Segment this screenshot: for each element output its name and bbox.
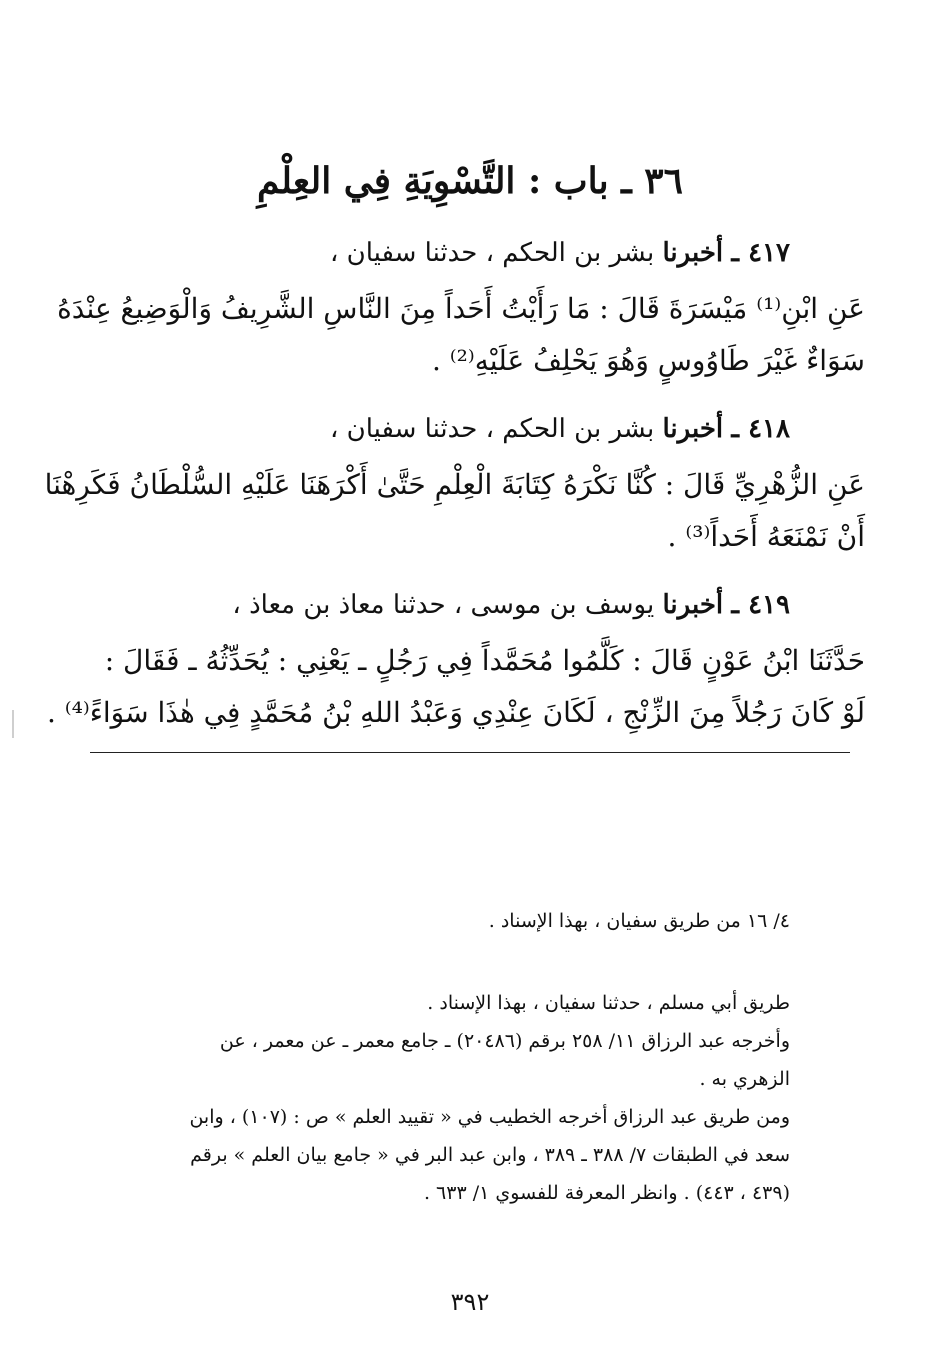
hadith-418-text-line-1: عَنِ الزُّهْرِيِّ قَالَ : كُنَّا نَكْرَهُ كِتَابَةَ الْعِلْمِ حَتَّىٰ أَكْرَهَنَا عَلَيْهِ السُّلْطَانُ فَكَرِهْنَا <box>44 468 865 501</box>
hadith-number: ٤١٧ ـ <box>731 238 790 268</box>
hadith-number: ٤١٩ ـ <box>731 590 790 620</box>
footnote-3-line-7: (٤٣٩ ، ٤٤٣) . وانظر المعرفة للفسوي ١/ ٦٣٣ . <box>423 1182 790 1204</box>
hadith-lead-word: أخبرنا <box>662 238 724 268</box>
hadith-418-heading <box>75 414 790 444</box>
footnote-3-line-3: وأخرجه عبد الرزاق ١١/ ٢٥٨ برقم (٢٠٤٨٦) ـ جامع معمر ـ عن معمر ، عن <box>219 1030 790 1052</box>
hadith-lead-word: أخبرنا <box>662 414 724 444</box>
footnote-separator <box>90 752 850 753</box>
hadith-419-heading <box>75 590 790 620</box>
hadith-419-text-line-1: حَدَّثَنَا ابْنُ عَوْنٍ قَالَ : كَلَّمُوا مُحَمَّداً فِي رَجُلٍ ـ يَعْنِي : يُحَدِّثُهُ ـ فَقَالَ : <box>104 644 865 677</box>
footnote-3-line-4: الزهري به . <box>699 1068 790 1090</box>
hadith-number: ٤١٨ ـ <box>731 414 790 444</box>
footnote-3-line-5: ومن طريق عبد الرزاق أخرجه الخطيب في « تقييد العلم » ص : (١٠٧) ، وابن <box>189 1106 790 1128</box>
hadith-418-text-line-2: أَنْ نَمْنَعَهُ أَحَداً⁽³⁾ . <box>667 520 865 553</box>
scan-margin-mark <box>12 710 14 738</box>
hadith-417-heading <box>75 238 790 268</box>
footnote-3-line-6: سعد في الطبقات ٧/ ٣٨٨ ـ ٣٨٩ ، وابن عبد البر في « جامع بيان العلم » برقم <box>190 1144 790 1166</box>
chapter-title: ٣٦ ـ باب : التَّسْوِيَةِ فِي العِلْمِ <box>257 160 683 202</box>
hadith-417-text-line-1: عَنِ ابْنِ⁽¹⁾ مَيْسَرَةَ قَالَ : مَا رَأَيْتُ أَحَداً مِنَ النَّاسِ الشَّرِيفُ وَالْوَضِيعُ عِنْدَهُ <box>57 292 865 325</box>
hadith-isnad: يوسف بن موسى ، حدثنا معاذ بن معاذ ، <box>232 590 655 620</box>
hadith-419-text-line-2: لَوْ كَانَ رَجُلاً مِنَ الزِّنْجِ ، لَكَانَ عِنْدِي وَعَبْدُ اللهِ بْنُ مُحَمَّدٍ فِي هٰذَا سَوَاءً⁽⁴⁾ . <box>46 696 865 729</box>
page-number: ٣٩٢ <box>450 1288 490 1316</box>
hadith-isnad: بشر بن الحكم ، حدثنا سفيان ، <box>329 238 655 268</box>
hadith-lead-word: أخبرنا <box>662 590 724 620</box>
footnote-2-line-2: ٤/ ١٦ من طريق سفيان ، بهذا الإسناد . <box>488 910 790 932</box>
hadith-isnad: بشر بن الحكم ، حدثنا سفيان ، <box>329 414 655 444</box>
hadith-417-text-line-2: سَوَاءٌ غَيْرَ طَاوُوسٍ وَهُوَ يَحْلِفُ عَلَيْهِ⁽²⁾ . <box>431 344 865 377</box>
footnote-3-line-2: طريق أبي مسلم ، حدثنا سفيان ، بهذا الإسناد . <box>427 992 790 1014</box>
